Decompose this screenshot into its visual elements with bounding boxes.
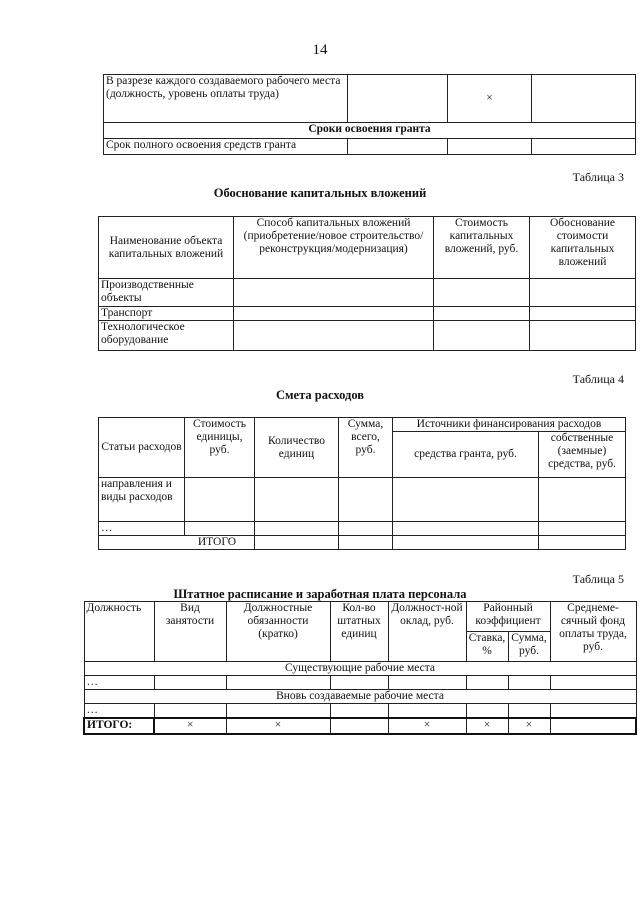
t3-header-justification: Обоснование стоимости капитальных вложений — [530, 217, 636, 279]
t4-header-items: Статьи расходов — [99, 418, 185, 478]
table4-label: Таблица 4 — [572, 372, 624, 386]
t5-new-ellipsis: … — [84, 704, 154, 719]
t5-total-x-salary: × — [388, 718, 466, 734]
t3-header-cost: Стоимость капитальных вложений, руб. — [434, 217, 530, 279]
t4-row-ellipsis: … — [99, 522, 185, 536]
t5-existing-label: Существующие рабочие места — [84, 662, 636, 676]
table3-title: Обоснование капитальных вложений — [213, 186, 427, 200]
t4-header-unit-cost: Стоимость единицы, руб. — [185, 418, 255, 478]
t3-header-object: Наименование объекта капитальных вложений — [99, 217, 234, 279]
t5-header-duties: Должностные обязанности (кратко) — [226, 602, 330, 662]
section-title-grant-terms: Сроки освоения гранта — [104, 123, 636, 139]
table5-staffing — [83, 601, 637, 735]
table3-capital-investments — [98, 216, 636, 351]
t5-total-x-rate: × — [466, 718, 508, 734]
t5-total-label: ИТОГО: — [84, 718, 154, 734]
x-mark: × — [448, 75, 532, 123]
t5-header-salary: Должност-ной оклад, руб. — [388, 602, 466, 662]
t4-header-sources: Источники финансирования расходов — [393, 418, 626, 432]
t4-row-directions: направления и виды расходов — [99, 478, 185, 522]
continuation-table — [103, 74, 636, 155]
t4-header-grant: средства гранта, руб. — [393, 432, 539, 478]
t3-row-production: Производственные объекты — [99, 279, 234, 307]
t3-row-transport: Транспорт — [99, 307, 234, 321]
t3-row-equipment: Технологическое оборудование — [99, 321, 234, 351]
table5-label: Таблица 5 — [572, 572, 624, 586]
t4-header-quantity: Количество единиц — [255, 418, 339, 478]
t4-header-own: собственные (заемные) средства, руб. — [539, 432, 626, 478]
table5-title: Штатное расписание и заработная плата персонала — [173, 587, 467, 601]
t5-header-employment: Вид занятости — [154, 602, 226, 662]
table4-title: Смета расходов — [275, 388, 365, 402]
t4-total-label: ИТОГО — [99, 536, 255, 550]
t5-header-amount: Сумма, руб. — [508, 632, 550, 662]
table3-label: Таблица 3 — [572, 170, 624, 184]
t5-new-label: Вновь создаваемые рабочие места — [84, 690, 636, 704]
t5-total-x-amount: × — [508, 718, 550, 734]
t5-header-rate: Ставка, % — [466, 632, 508, 662]
page-number: 14 — [312, 42, 328, 58]
grant-full-term-label: Срок полного освоения средств гранта — [104, 139, 348, 155]
t5-total-x-employment: × — [154, 718, 226, 734]
t5-total-x-duties: × — [226, 718, 330, 734]
workplace-breakdown-label: В разрезе каждого создаваемого рабочего места (должность, уровень оплаты труда) — [104, 75, 348, 123]
t4-header-total: Сумма, всего, руб. — [339, 418, 393, 478]
t5-header-position: Должность — [84, 602, 154, 662]
t5-header-count: Кол-во штатных единиц — [330, 602, 388, 662]
t5-header-avg-fund: Среднеме-сячный фонд оплаты труда, руб. — [550, 602, 636, 662]
t3-header-method: Способ капитальных вложений (приобретение/новое строительство/реконструкция/модернизация) — [234, 217, 434, 279]
t5-header-regional: Районный коэффициент — [466, 602, 550, 632]
t5-existing-ellipsis: … — [84, 676, 154, 690]
table4-expense-estimate — [98, 417, 626, 550]
